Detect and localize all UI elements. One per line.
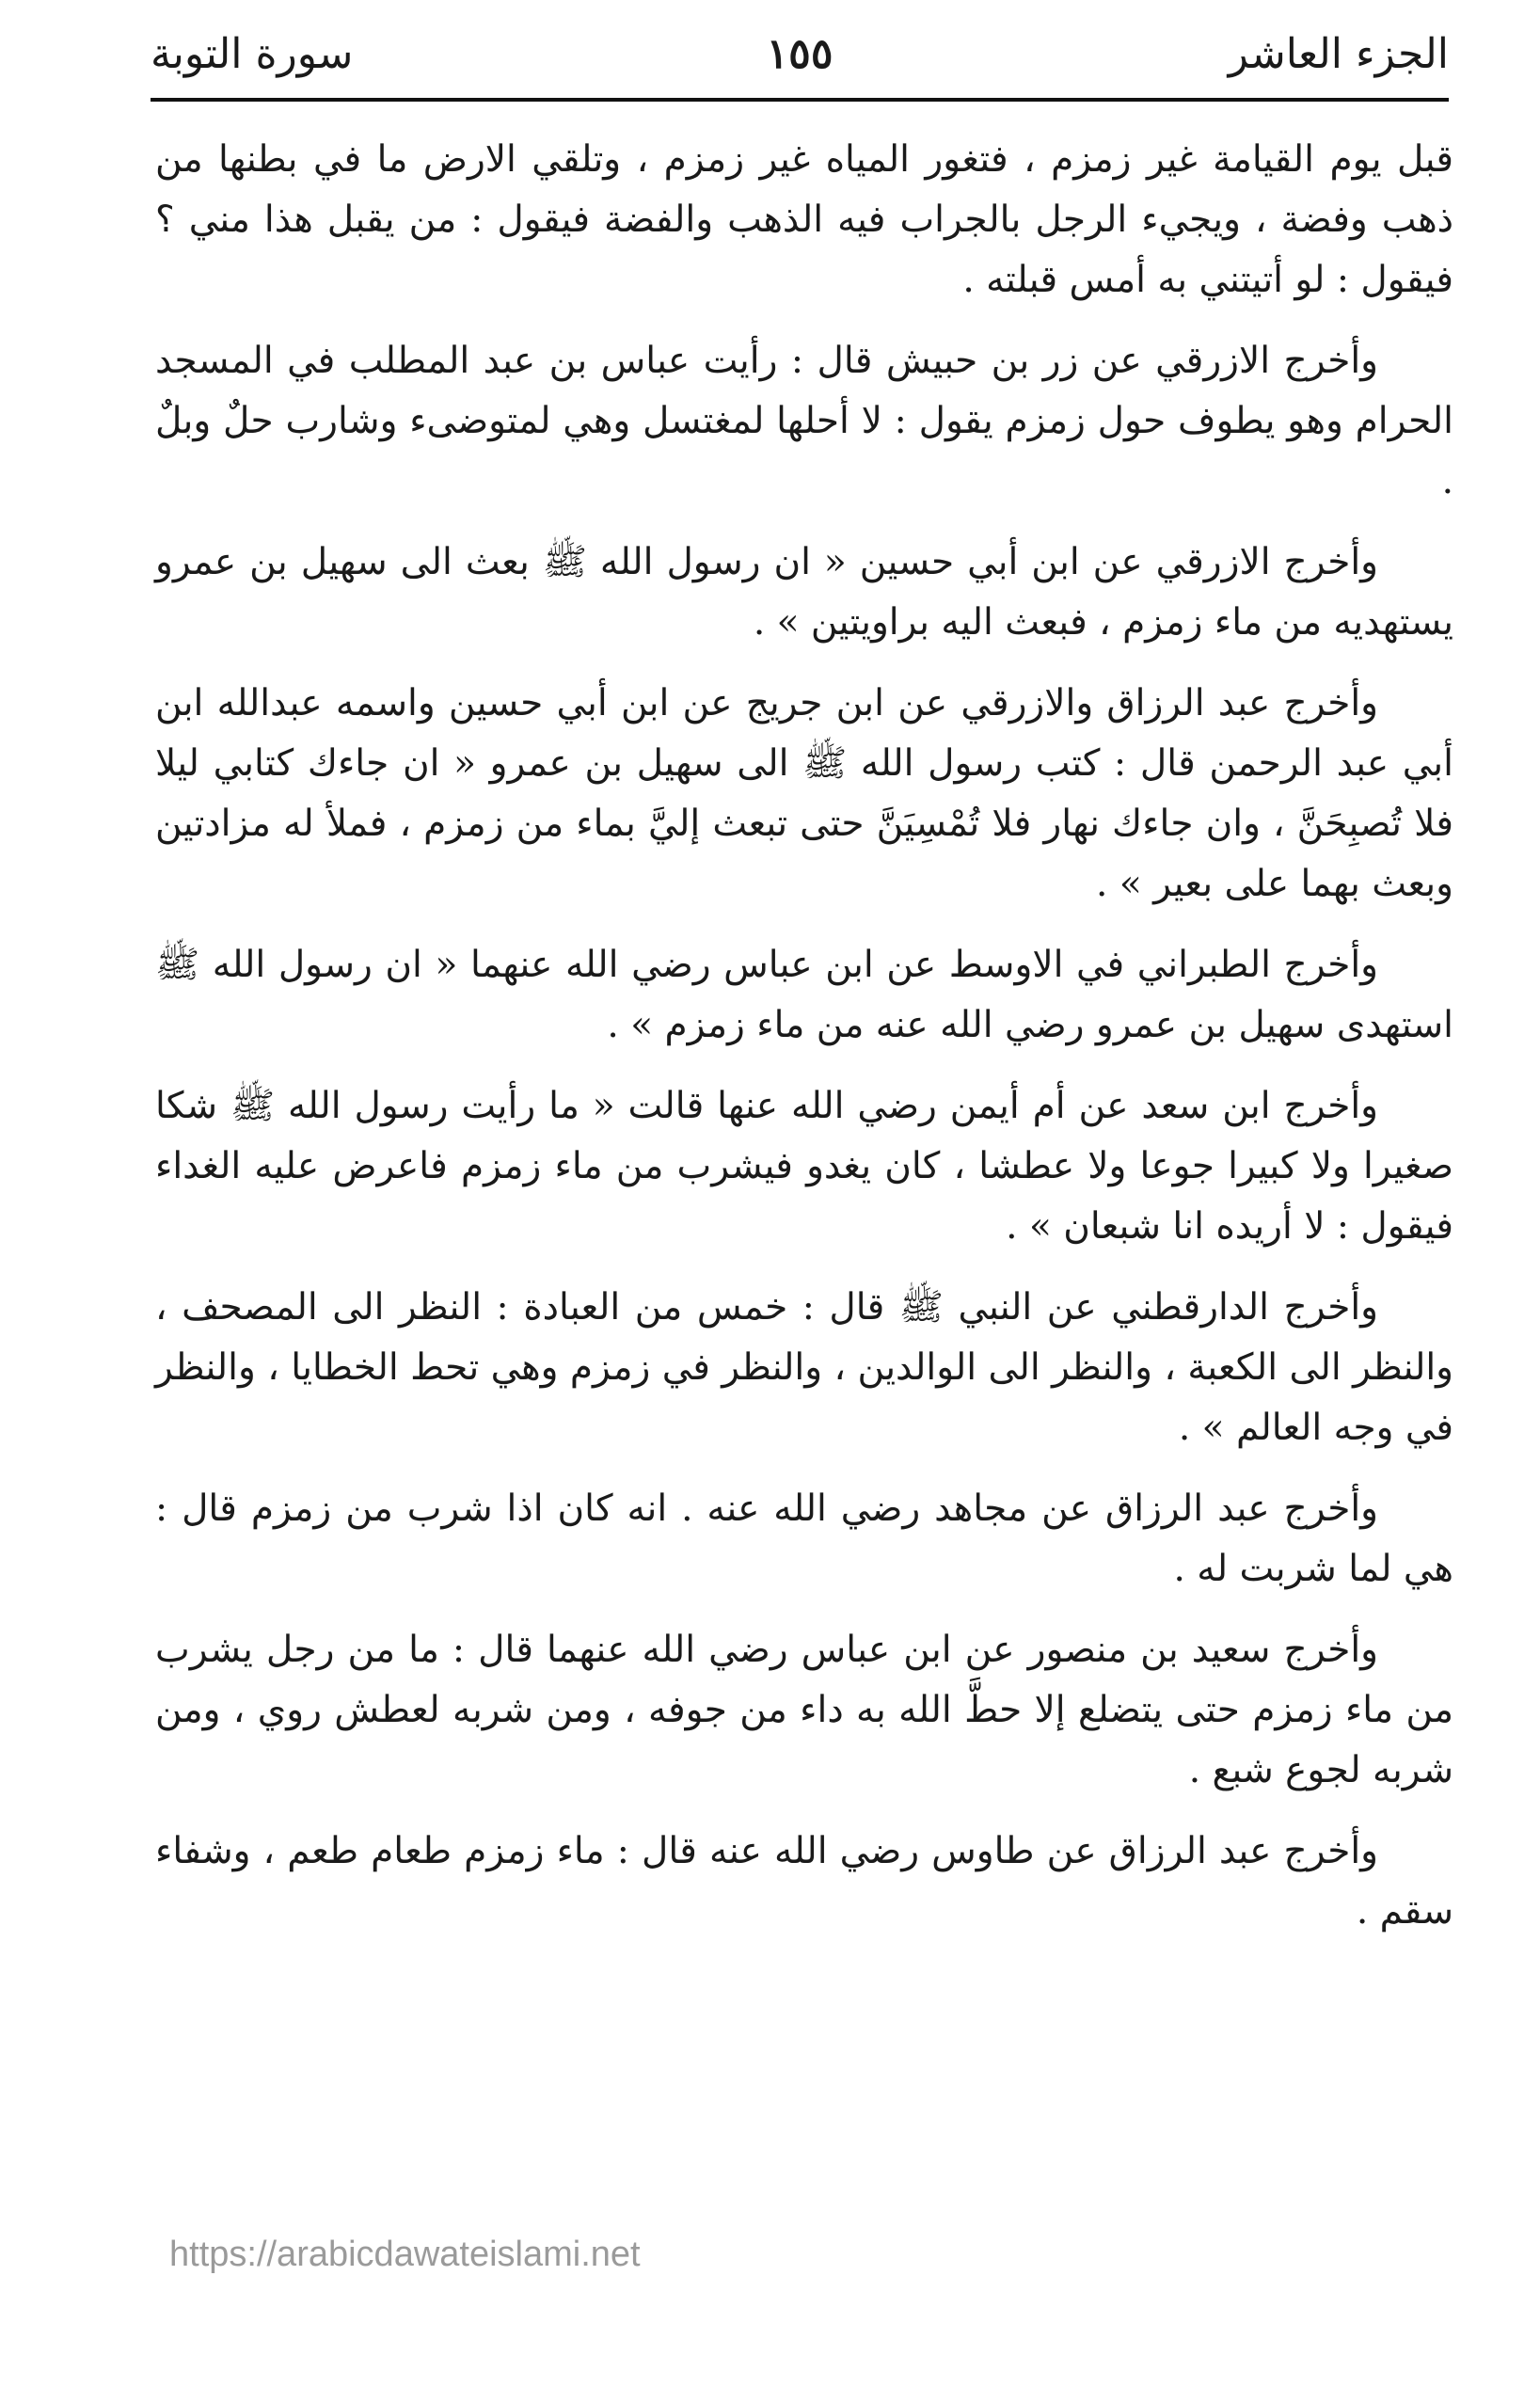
paragraph: وأخرج عبد الرزاق عن مجاهد رضي الله عنه . انه كان اذا شرب من زمزم قال : هي لما شربت له . [155,1488,1453,1590]
paragraph: وأخرج ابن سعد عن أم أيمن رضي الله عنها قالت « ما رأيت رسول الله ﷺ شكا صغيرا ولا كبيرا جوعا ولا عطشا ، كان يغدو فيشرب من ماء زمزم فاعرض عليه الغداء فيقول : لا أريده انا شبعان » . [155,1085,1453,1248]
header-rule [151,98,1449,102]
page-number: ١٥٥ [766,30,834,78]
paragraph: وأخرج الدارقطني عن النبي ﷺ قال : خمس من العبادة : النظر الى المصحف ، والنظر الى الكعبة ، والنظر الى الوالدين ، والنظر في زمزم وهي تحط الخطايا ، والنظر في وجه العالم » . [155,1286,1453,1449]
watermark-url: https://arabicdawateislami.net [169,2235,641,2274]
paragraph: وأخرج عبد الرزاق عن طاوس رضي الله عنه قال : ماء زمزم طعام طعم ، وشفاء سقم . [155,1830,1453,1933]
paragraph: وأخرج الازرقي عن زر بن حبيش قال : رأيت عباس بن عبد المطلب في المسجد الحرام وهو يطوف حول زمزم يقول : لا أحلها لمغتسل وهي لمتوضىء وشارب حلٌ وبلٌ . [155,340,1453,502]
page-body [155,130,1453,1963]
paragraph: وأخرج الطبراني في الاوسط عن ابن عباس رضي الله عنهما « ان رسول الله ﷺ استهدى سهيل بن عمرو رضي الله عنه من ماء زمزم » . [155,944,1453,1046]
running-header [151,21,1449,96]
paragraph: وأخرج عبد الرزاق والازرقي عن ابن جريج عن ابن أبي حسين واسمه عبدالله ابن أبي عبد الرحمن قال : كتب رسول الله ﷺ الى سهيل بن عمرو « ان جاءك كتابي ليلا فلا تُصبِحَنَّ ، وان جاءك نهار فلا تُمْسِيَنَّ حتى تبعث إليَّ بماء من زمزم ، فملأ له مزادتين وبعث بهما على بعير » . [155,682,1453,905]
part-title: الجزء العاشر [1228,30,1449,78]
paragraph: قبل يوم القيامة غير زمزم ، فتغور المياه غير زمزم ، وتلقي الارض ما في بطنها من ذهب وفضة ، ويجيء الرجل بالجراب فيه الذهب والفضة فيقول : من يقبل هذا مني ؟ فيقول : لو أتيتني به أمس قبلته . [155,138,1453,301]
paragraph: وأخرج سعيد بن منصور عن ابن عباس رضي الله عنهما قال : ما من رجل يشرب من ماء زمزم حتى يتضلع إلا حطَّ الله به داء من جوفه ، ومن شربه لعطش روي ، ومن شربه لجوع شبع . [155,1629,1453,1791]
paragraph: وأخرج الازرقي عن ابن أبي حسين « ان رسول الله ﷺ بعث الى سهيل بن عمرو يستهديه من ماء زمزم ، فبعث اليه براويتين » . [155,541,1453,644]
surah-title: سورة التوبة [151,30,354,78]
